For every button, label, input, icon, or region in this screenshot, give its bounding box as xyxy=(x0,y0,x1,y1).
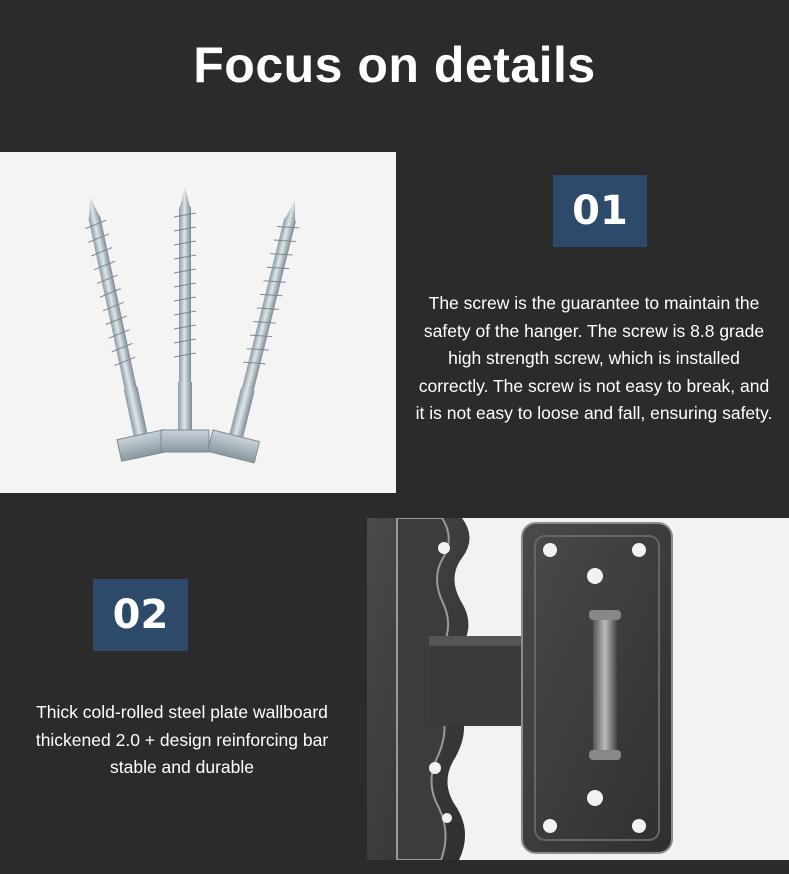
page-title: Focus on details xyxy=(193,37,596,93)
feature-number-badge-02: 02 xyxy=(93,579,188,651)
lag-screws-photo xyxy=(0,152,396,493)
feature-number-badge-01: 01 xyxy=(553,175,647,247)
feature-description-01: The screw is the guarantee to maintain the safety of the hanger. The screw is 8.8 grade high strength screw, which is installed correctly. The screw is not easy to break, and it is not easy to loose and fall, ensuring safety. xyxy=(415,293,773,423)
feature-description-02: Thick cold-rolled steel plate wallboard thickened 2.0 + design reinforcing bar stable and durable xyxy=(35,702,329,777)
steel-bracket-photo xyxy=(367,518,789,860)
